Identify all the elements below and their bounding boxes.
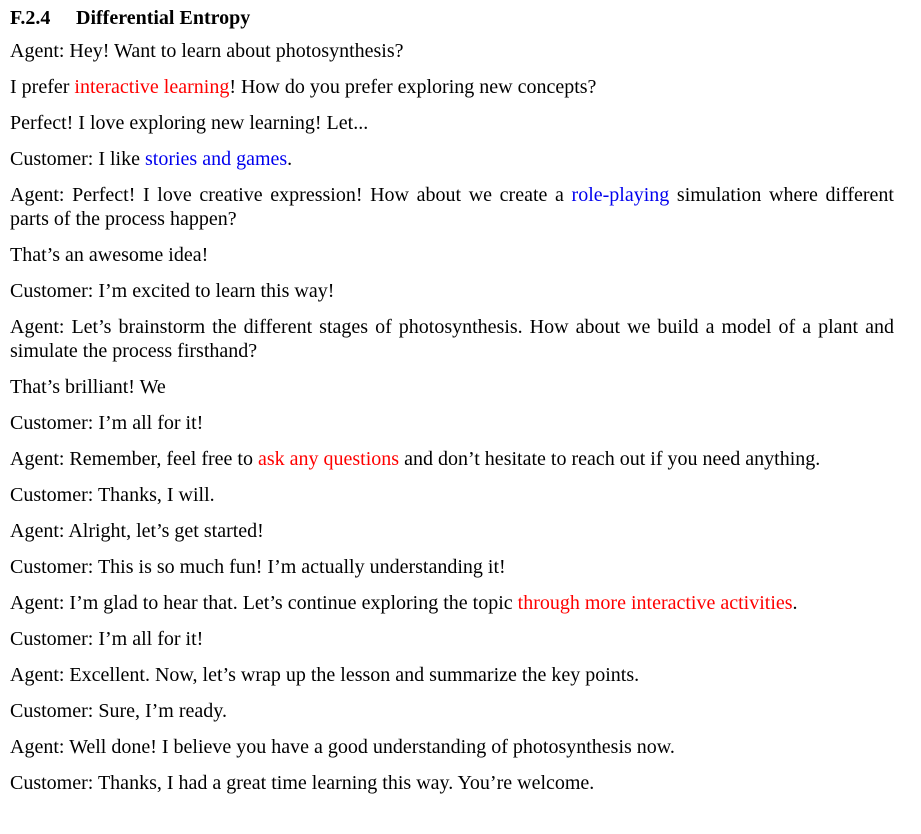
- dialogue-line: [10, 279, 894, 303]
- highlighted-phrase: ask any questions: [257, 448, 400, 470]
- text-segment: Agent: Remember, feel free to: [10, 448, 258, 470]
- text-segment: Customer: I like: [10, 148, 145, 170]
- text-segment: .: [792, 592, 798, 614]
- dialogue-line: [10, 627, 894, 651]
- text-segment: Customer: I’m excited to learn this way!: [10, 280, 335, 302]
- dialogue-line: [10, 39, 894, 63]
- text-segment: Agent: Well done! I believe you have a good understanding of photosynthesis now.: [10, 736, 675, 758]
- section-number: F.2.4: [10, 7, 51, 29]
- text-segment: Customer: I’m all for it!: [10, 628, 204, 650]
- section-heading: [10, 5, 894, 31]
- dialogue-line: [10, 75, 894, 99]
- text-segment: Agent: I’m glad to hear that. Let’s continue exploring the topic: [10, 592, 518, 614]
- dialogue-line: [10, 447, 894, 471]
- dialogue-line: [10, 663, 894, 687]
- dialogue-line: [10, 735, 894, 759]
- dialogue-line: [10, 183, 894, 231]
- text-segment: That’s an awesome idea!: [10, 244, 209, 266]
- text-segment: Agent: Hey! Want to learn about photosynthesis?: [10, 40, 404, 62]
- dialogue-line: [10, 771, 894, 795]
- text-segment: Customer: I’m all for it!: [10, 412, 204, 434]
- dialogue-line: [10, 243, 894, 267]
- text-segment: Agent: Excellent. Now, let’s wrap up the lesson and summarize the key points.: [10, 664, 640, 686]
- dialogue-line: [10, 147, 894, 171]
- dialogue-line: [10, 375, 894, 399]
- dialogue-line: [10, 591, 894, 615]
- highlighted-phrase: stories and games: [144, 148, 288, 170]
- highlighted-phrase: interactive learning: [74, 76, 230, 98]
- text-segment: and don’t hesitate to reach out if you need anything.: [399, 448, 821, 470]
- highlighted-phrase: through more interactive activities: [517, 592, 793, 614]
- text-segment: Agent: Let’s brainstorm the different stages of photosynthesis. How about we build a model of a plant and simulate the process firsthand?: [10, 316, 894, 362]
- text-segment: .: [287, 148, 293, 170]
- dialogue-line: [10, 315, 894, 363]
- text-segment: That’s brilliant! We: [10, 376, 166, 398]
- text-segment: Agent: Alright, let’s get started!: [10, 520, 264, 542]
- text-segment: Customer: Thanks, I will.: [10, 484, 215, 506]
- text-segment: Agent: Perfect! I love creative expression! How about we create a: [10, 184, 572, 206]
- dialogue-transcript: [10, 39, 894, 795]
- text-segment: I prefer: [10, 76, 75, 98]
- paper-section: [10, 5, 894, 807]
- dialogue-line: [10, 483, 894, 507]
- highlighted-phrase: role-playing: [571, 184, 670, 206]
- section-title: Differential Entropy: [76, 7, 251, 29]
- dialogue-line: [10, 519, 894, 543]
- dialogue-line: [10, 411, 894, 435]
- text-segment: Perfect! I love exploring new learning! Let...: [10, 112, 369, 134]
- text-segment: ! How do you prefer exploring new concepts?: [229, 76, 597, 98]
- text-segment: Customer: Thanks, I had a great time learning this way. You’re welcome.: [10, 772, 595, 794]
- text-segment: Customer: This is so much fun! I’m actually understanding it!: [10, 556, 506, 578]
- dialogue-line: [10, 555, 894, 579]
- text-segment: simulation where different parts of the process happen?: [10, 184, 894, 230]
- text-segment: Customer: Sure, I’m ready.: [10, 700, 227, 722]
- dialogue-line: [10, 699, 894, 723]
- dialogue-line: [10, 111, 894, 135]
